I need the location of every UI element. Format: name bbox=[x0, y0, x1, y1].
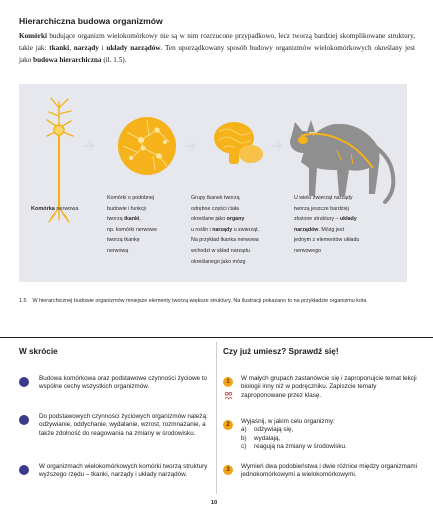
section-divider bbox=[0, 337, 433, 338]
cat-illustration bbox=[290, 120, 393, 202]
bullet-icon bbox=[19, 377, 29, 387]
caption-tissue: Komórki o podobnej budowie i funkcji tworzą tkanki, np. komórki nerwowe tworzą tkankę nerwową bbox=[107, 195, 158, 254]
brain-illustration bbox=[214, 122, 263, 164]
question-2: Wyjaśnij, w jakim celu organizmy: a) odżywiają się, b) wydalają, c) reagują na zmiany w środowisku. bbox=[241, 418, 421, 452]
figure-caption: 1.5 W hierarchicznej budowie organizmów mniejsze elementy tworzą większe struktury. Na ilustracji pokazano to na przykładzie organizmu kota bbox=[19, 298, 367, 304]
question-3: Wymień dwa podobieństwa i dwie różnice między organizmami jednokomórkowymi a wielokomórkowymi. bbox=[241, 463, 417, 479]
sub-question: b) wydalają, bbox=[241, 434, 281, 442]
summary-item: Budowa komórkowa oraz podstawowe czynności życiowe to wspólne cechy wszystkich organizmów. bbox=[39, 375, 207, 391]
group-work-icon bbox=[224, 391, 233, 400]
question-1: W małych grupach zastanówcie się i zaproponujcie temat lekcji biologii inny niż w podręczniku. Zapiszcie tematy zaproponowane przez klasę. bbox=[241, 375, 417, 399]
intro-paragraph: Komórki budujące organizm wielokomórkowy nie są w nim rozrzucone przypadkowo, lecz tworzą bardziej skomplikowane struktury, takie jak: tkanki, narządy i układy narządów. Ten uporządkowany sposób budowy organizmów wielokomórkowych określany jest jako budowa hierarchiczna (il. 1.5). bbox=[19, 32, 415, 64]
caption-cell: Komórka nerwowa bbox=[31, 206, 79, 212]
question-number: 3 bbox=[223, 465, 233, 475]
summary-title: W skrócie bbox=[19, 347, 58, 356]
sub-question: a) odżywiają się, bbox=[241, 426, 294, 434]
sub-question: c) reagują na zmiany w środowisku. bbox=[241, 443, 347, 451]
question-number: 2 bbox=[223, 420, 233, 430]
caption-system: U wielu zwierząt narządy tworzą jeszcze bardziej złożone struktury – układy narządów. Mózg jest jednym z elementów układu nerwowego bbox=[294, 195, 360, 254]
question-number: 1 bbox=[223, 377, 233, 387]
column-divider bbox=[216, 342, 217, 494]
caption-organ: Grupy tkanek tworzą odrębne części ciała określane jako organy u roślin i narządy u zwierząt. Na przykład tkanka nerwowa wchodzi w skład narządu określanego jako mózg bbox=[191, 195, 260, 265]
summary-item: Do podstawowych czynności życiowych organizmów należą: odżywianie, oddychanie, wydalanie, wzrost, rozmnażanie, a także zdolność do reagowania na zmiany w środowisku. bbox=[39, 413, 208, 437]
summary-item: W organizmach wielokomórkowych komórki tworzą struktury wyższego rzędu – tkanki, narządy i układy narządów. bbox=[39, 463, 208, 479]
tissue-illustration bbox=[118, 117, 176, 175]
page-number: 10 bbox=[211, 500, 218, 506]
section-heading: Hierarchiczna budowa organizmów bbox=[19, 16, 163, 26]
hierarchy-figure bbox=[19, 84, 407, 282]
arrow-icon bbox=[79, 148, 103, 162]
bullet-icon bbox=[19, 415, 29, 425]
quiz-title: Czy już umiesz? Sprawdź się! bbox=[223, 347, 339, 356]
bullet-icon bbox=[19, 465, 29, 475]
